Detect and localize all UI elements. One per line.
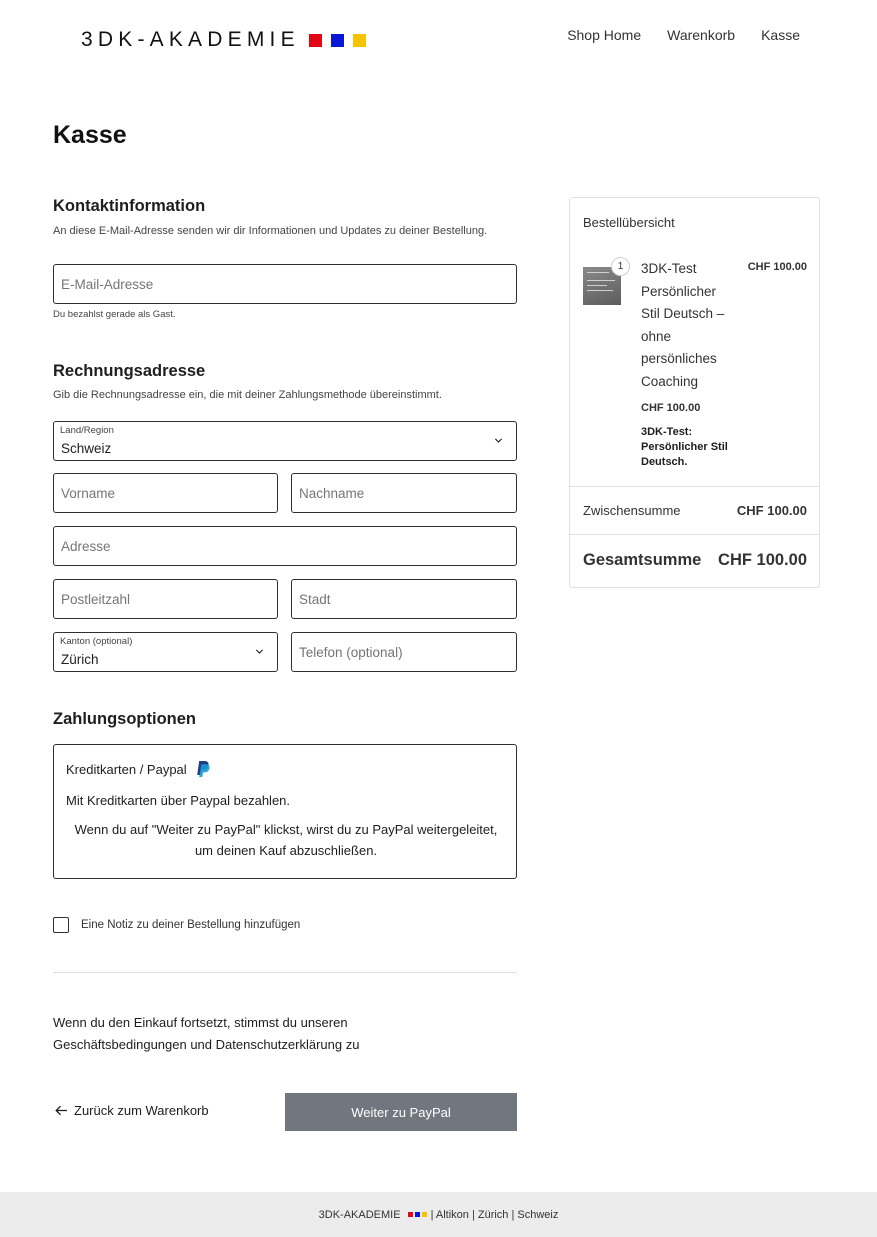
- billing-section-description: Gib die Rechnungsadresse ein, die mit deiner Zahlungsmethode übereinstimmt.: [53, 389, 442, 401]
- canton-select-value: Zürich: [61, 652, 99, 667]
- payment-redirect-note: Wenn du auf "Weiter zu PayPal" klickst, wirst du zu PayPal weitergeleitet, um deinen Kauf abzuschließen.: [74, 822, 498, 858]
- back-to-cart-link[interactable]: [55, 1103, 209, 1118]
- guest-hint: Du bezahlst gerade als Gast.: [53, 309, 176, 320]
- zip-field: [53, 579, 278, 619]
- product-variant: 3DK-Test: Persönlicher Stil Deutsch.: [641, 426, 728, 468]
- firstname-field: [53, 473, 278, 513]
- paypal-icon: [195, 760, 211, 778]
- address-field: [53, 526, 517, 566]
- zip-input[interactable]: [54, 580, 277, 618]
- summary-divider: [570, 534, 819, 535]
- product-price: CHF 100.00: [747, 261, 807, 273]
- nav-kasse[interactable]: Kasse: [761, 27, 800, 43]
- total-label: Gesamtsumme: [583, 551, 702, 569]
- country-select-value: Schweiz: [61, 441, 112, 456]
- logo-squares: [309, 34, 366, 47]
- country-select-label: Land/Region: [60, 425, 114, 436]
- billing-section-title: Rechnungsadresse: [53, 362, 206, 380]
- footer-logo-squares: [408, 1212, 427, 1217]
- payment-section-title: Zahlungsoptionen: [53, 710, 196, 728]
- order-summary-title: Bestellübersicht: [583, 215, 675, 230]
- nav-warenkorb[interactable]: Warenkorb: [667, 27, 736, 43]
- chevron-down-icon: [494, 436, 503, 445]
- phone-field: [291, 632, 517, 672]
- arrow-left-icon: [55, 1105, 68, 1116]
- back-to-cart-label: Zurück zum Warenkorb: [74, 1103, 209, 1118]
- payment-method-option[interactable]: [53, 744, 517, 879]
- total-value: CHF 100.00: [718, 551, 807, 569]
- payment-method-label: Kreditkarten / Paypal: [66, 761, 187, 777]
- contact-section-description: An diese E-Mail-Adresse senden wir dir Informationen und Updates zu deiner Bestellung.: [53, 225, 488, 237]
- terms-text: Wenn du den Einkauf fortsetzt, stimmst du unseren Geschäftsbedingungen und Datenschutzerklärung zu: [53, 1015, 360, 1052]
- firstname-input[interactable]: [54, 474, 277, 512]
- canton-select[interactable]: [53, 632, 278, 672]
- subtotal-value: CHF 100.00: [736, 503, 807, 518]
- site-logo[interactable]: [81, 28, 366, 52]
- divider: [53, 972, 517, 973]
- continue-to-paypal-button[interactable]: Weiter zu PayPal: [285, 1093, 517, 1131]
- payment-method-label-row: [66, 760, 211, 778]
- product-unit-price: CHF 100.00: [641, 402, 701, 414]
- logo-square-yellow: [353, 34, 366, 47]
- canton-select-label: Kanton (optional): [60, 636, 133, 647]
- logo-square-red: [309, 34, 322, 47]
- main-nav: [567, 27, 800, 43]
- site-footer: [0, 1192, 877, 1237]
- lastname-input[interactable]: [292, 474, 516, 512]
- order-note-toggle[interactable]: [53, 917, 300, 933]
- country-select[interactable]: [53, 421, 517, 461]
- email-field: [53, 264, 517, 304]
- quantity-badge: 1: [611, 257, 630, 276]
- order-summary: [569, 197, 820, 588]
- site-header: [0, 0, 877, 80]
- nav-shop-home[interactable]: Shop Home: [567, 27, 642, 43]
- page-title: Kasse: [53, 121, 127, 149]
- lastname-field: [291, 473, 517, 513]
- chevron-down-icon: [255, 647, 264, 656]
- subtotal-label: Zwischensumme: [583, 503, 681, 518]
- city-field: [291, 579, 517, 619]
- order-note-checkbox[interactable]: [53, 917, 69, 933]
- email-input[interactable]: [54, 265, 516, 303]
- phone-input[interactable]: [292, 633, 516, 671]
- product-name: 3DK-Test Persönlicher Stil Deutsch – ohne persönliches Coaching: [641, 261, 725, 389]
- order-note-label: Eine Notiz zu deiner Bestellung hinzufügen: [81, 919, 301, 931]
- city-input[interactable]: [292, 580, 516, 618]
- summary-divider: [570, 486, 819, 487]
- footer-brand: 3DK-AKADEMIE: [318, 1208, 401, 1221]
- logo-square-blue: [331, 34, 344, 47]
- footer-location: | Altikon | Zürich | Schweiz: [430, 1208, 559, 1221]
- logo-text: 3DK-AKADEMIE: [81, 28, 300, 51]
- payment-method-description: Mit Kreditkarten über Paypal bezahlen.: [66, 793, 291, 808]
- contact-section-title: Kontaktinformation: [53, 197, 206, 215]
- address-input[interactable]: [54, 527, 516, 565]
